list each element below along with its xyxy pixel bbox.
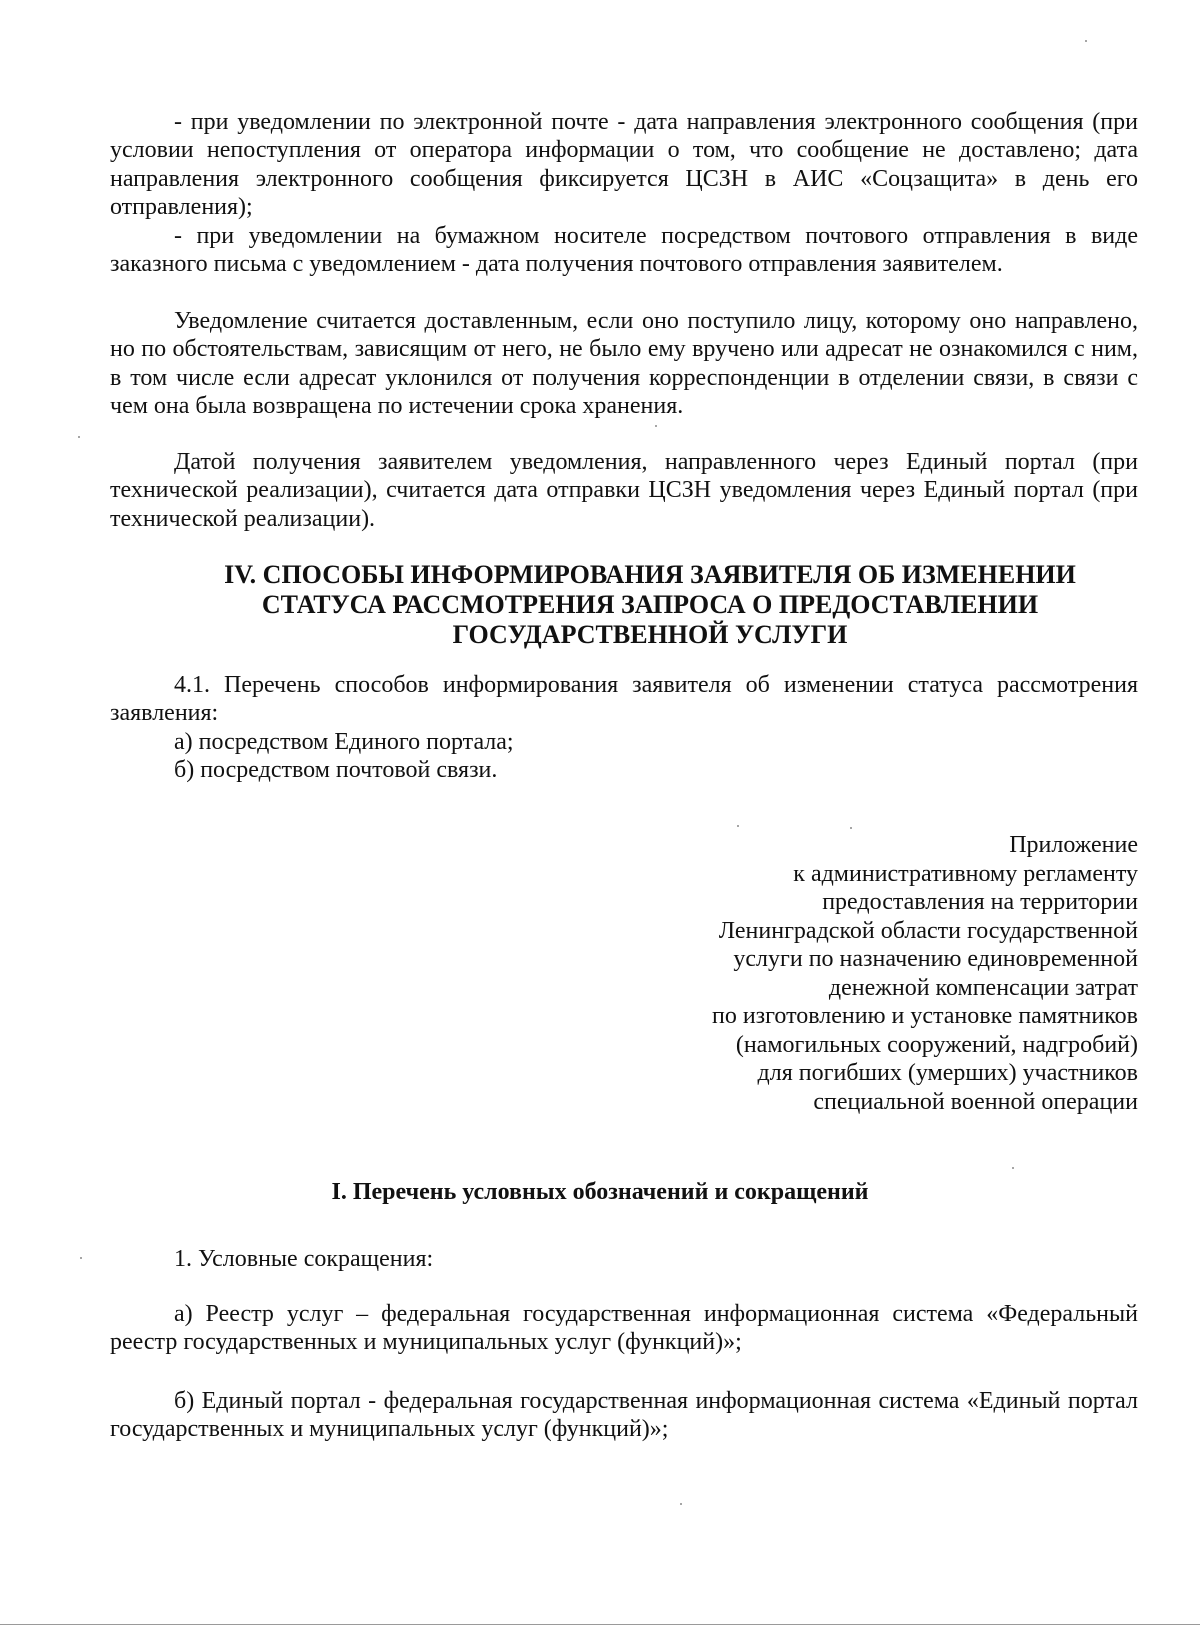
section-4-heading xyxy=(170,560,1130,650)
item-1-b: б) Единый портал - федеральная государственная информационная система «Единый портал государственных и муниципальных услуг (функций)»; xyxy=(110,1388,1138,1443)
item-1: 1. Условные сокращения: xyxy=(174,1246,434,1272)
section-1-heading: I. Перечень условных обозначений и сокращений xyxy=(331,1179,869,1205)
section-4-heading-line: ГОСУДАРСТВЕННОЙ УСЛУГИ xyxy=(452,620,848,649)
appendix-line: Приложение xyxy=(1009,832,1138,858)
scan-speck xyxy=(680,1503,682,1505)
section-4-heading-line: IV. СПОСОБЫ ИНФОРМИРОВАНИЯ ЗАЯВИТЕЛЯ ОБ ИЗМЕНЕНИИ xyxy=(224,560,1076,589)
appendix-line: Ленинградской области государственной xyxy=(718,917,1138,944)
item-4-1-a: а) посредством Единого портала; xyxy=(174,729,514,755)
appendix-line: услуги по назначению единовременной xyxy=(733,946,1138,972)
scan-speck xyxy=(1012,1167,1014,1169)
appendix-line: денежной компенсации затрат xyxy=(828,974,1138,1001)
scan-speck xyxy=(850,827,852,829)
item-1-a: а) Реестр услуг – федеральная государственная информационная система «Федеральный реестр государственных и муниципальных услуг (функций)»; xyxy=(110,1301,1138,1356)
appendix-line: к административному регламенту xyxy=(793,860,1138,887)
appendix-line: (намогильных сооружений, надгробий) xyxy=(735,1031,1138,1058)
scan-speck xyxy=(80,1257,82,1259)
item-4-1: 4.1. Перечень способов информирования заявителя об изменении статуса рассмотрения заявления: xyxy=(110,672,1138,727)
bottom-scan-line xyxy=(0,1624,1200,1625)
item-4-1-b: б) посредством почтовой связи. xyxy=(174,757,498,783)
section-4-heading-line: СТАТУСА РАССМОТРЕНИЯ ЗАПРОСА О ПРЕДОСТАВЛЕНИИ xyxy=(261,590,1039,619)
scan-speck xyxy=(655,425,657,427)
paragraph-delivered-notice: Уведомление считается доставленным, если оно поступило лицу, которому оно направлено, но по обстоятельствам, зависящим от него, не было ему вручено или адресат не ознакомился с ним, в том числе если адресат уклонился от получения корреспонденции в отделении связи, в связи с чем она была возвращена по истечении срока хранения. xyxy=(110,308,1138,420)
appendix-line: для погибших (умерших) участников xyxy=(757,1060,1138,1086)
paragraph-portal-notice: Датой получения заявителем уведомления, направленного через Единый портал (при технической реализации), считается дата отправки ЦСЗН уведомления через Единый портал (при технической реализации). xyxy=(110,449,1138,532)
scan-speck xyxy=(737,825,739,827)
paragraph-paper-notification: - при уведомлении на бумажном носителе посредством почтового отправления в виде заказного письма с уведомлением - дата получения почтового отправления заявителем. xyxy=(110,223,1138,278)
appendix-block xyxy=(712,831,1138,1116)
appendix-line: специальной военной операции xyxy=(813,1088,1138,1115)
scan-speck xyxy=(1085,40,1087,42)
paragraph-email-notification: - при уведомлении по электронной почте - дата направления электронного сообщения (при условии непоступления от оператора информации о том, что сообщение не доставлено; дата направления электронного сообщения фиксируется ЦСЗН в АИС «Соцзащита» в день его отправления); xyxy=(110,109,1138,221)
appendix-line: по изготовлению и установке памятников xyxy=(711,1003,1138,1029)
appendix-line: предоставления на территории xyxy=(822,889,1138,915)
scan-speck xyxy=(78,436,80,438)
